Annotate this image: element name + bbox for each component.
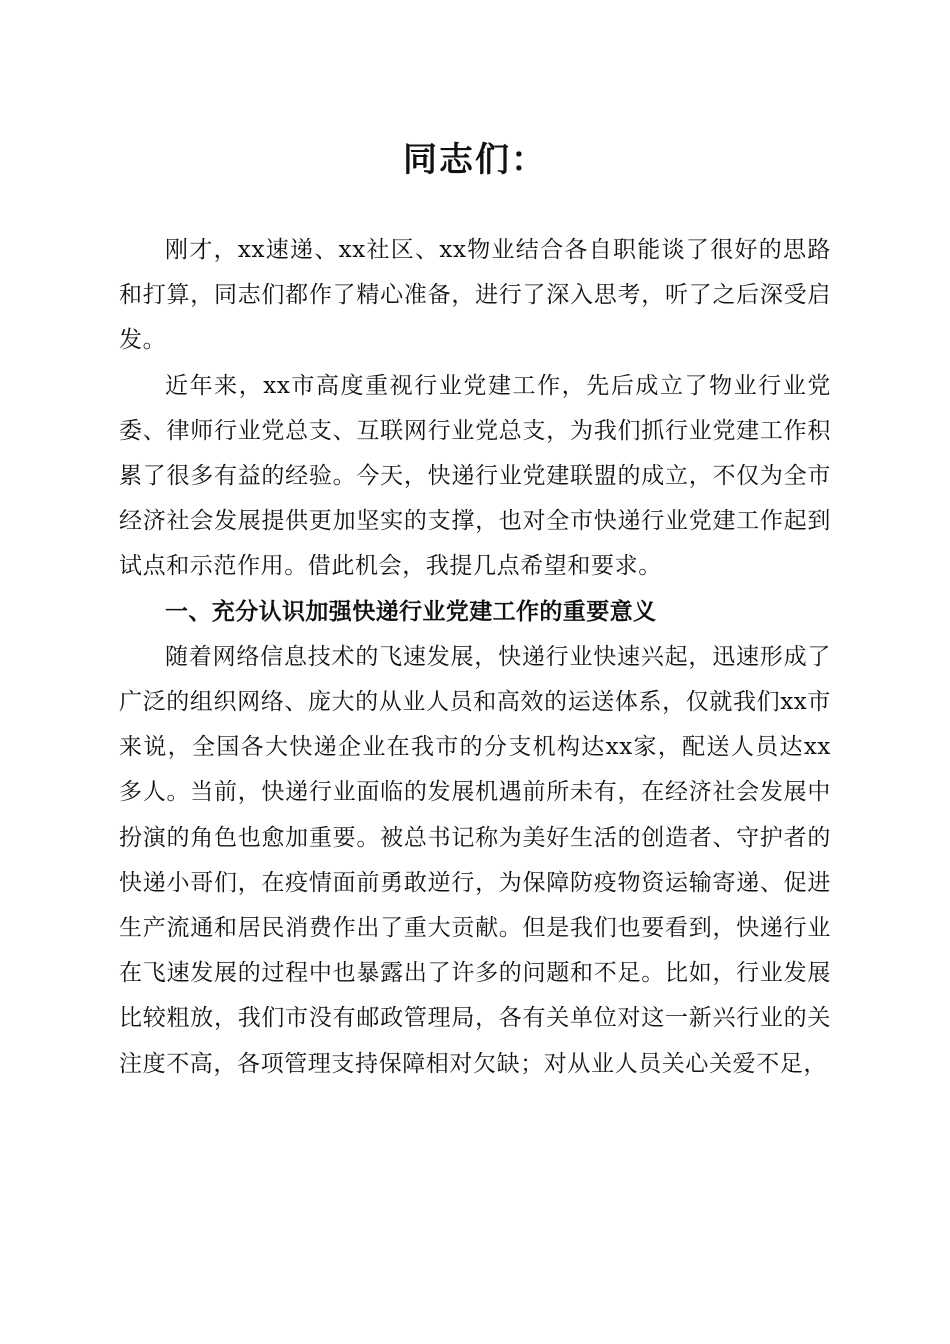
paragraph-opening: 刚才，xx速递、xx社区、xx物业结合各自职能谈了很好的思路和打算，同志们都作了精心准备，进行了深入思考，听了之后深受启发。	[119, 237, 831, 354]
document-title: 同志们：	[403, 140, 547, 180]
paragraph-background: 近年来，xx市高度重视行业党建工作，先后成立了物业行业党委、律师行业党总支、互联网行业党总支，为我们抓行业党建工作积累了很多有益的经验。今天，快递行业党建联盟的成立，不仅为全市经济社会发展提供更加坚实的支撑，也对全市快递行业党建工作起到试点和示范作用。借此机会，我提几点希望和要求。	[119, 372, 831, 580]
document-body	[119, 228, 831, 1087]
paragraph-section-one: 随着网络信息技术的飞速发展，快递行业快速兴起，迅速形成了广泛的组织网络、庞大的从业人员和高效的运送体系，仅就我们xx市来说，全国各大快递企业在我市的分支机构达xx家，配送人员达xx多人。当前，快递行业面临的发展机遇前所未有，在经济社会发展中扮演的角色也愈加重要。被总书记称为美好生活的创造者、守护者的快递小哥们，在疫情面前勇敢逆行，为保障防疫物资运输寄递、促进生产流通和居民消费作出了重大贡献。但是我们也要看到，快递行业在飞速发展的过程中也暴露出了许多的问题和不足。比如，行业发展比较粗放，我们市没有邮政管理局，各有关单位对这一新兴行业的关注度不高，各项管理支持保障相对欠缺；对从业人员关心关爱不足，	[119, 643, 831, 1077]
section-heading: 一、充分认识加强快递行业党建工作的重要意义	[165, 598, 657, 625]
